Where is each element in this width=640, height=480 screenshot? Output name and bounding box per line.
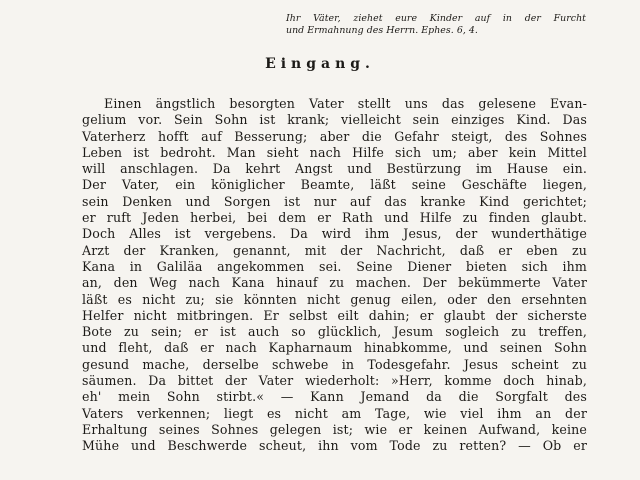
- body-line: er ruft Jeden herbei, bei dem er Rath und Hilfe zu finden glaubt.: [82, 210, 587, 226]
- body-line: Der Vater, ein königlicher Beamte, läßt seine Geschäfte liegen,: [82, 177, 587, 193]
- body-line: säumen. Da bittet der Vater wiederholt: »Herr, komme doch hinab,: [82, 373, 587, 389]
- body-text: [82, 96, 587, 455]
- body-line: Helfer nicht mitbringen. Er selbst eilt dahin; er glaubt der sicherste: [82, 307, 587, 323]
- body-line: eh' mein Sohn stirbt.« — Kann Jemand da die Sorgfalt des: [82, 389, 587, 405]
- body-line: will anschlagen. Da kehrt Angst und Bestürzung im Hause ein.: [82, 161, 587, 177]
- epigraph-line-1: Ihr Väter, ziehet eure Kinder auf in der Furcht: [286, 13, 586, 24]
- body-line: sein Denken und Sorgen ist nur auf das kranke Kind gerichtet;: [82, 193, 587, 209]
- body-line: Vaterherz hofft auf Besserung; aber die Gefahr steigt, des Sohnes: [82, 128, 587, 144]
- body-line: Kana in Galiläa angekommen sei. Seine Diener bieten sich ihm: [82, 258, 587, 274]
- body-line: Mühe und Beschwerde scheut, ihn vom Tode zu retten? — Ob er: [82, 438, 587, 454]
- body-line: gesund mache, derselbe schwebe in Todesgefahr. Jesus scheint zu: [82, 356, 587, 372]
- body-line: Bote zu sein; er ist auch so glücklich, Jesum sogleich zu treffen,: [82, 324, 587, 340]
- body-line: gelium vor. Sein Sohn ist krank; vielleicht sein einziges Kind. Das: [82, 112, 587, 128]
- section-heading: Eingang.: [265, 56, 375, 72]
- body-line: an, den Weg nach Kana hinauf zu machen. Der bekümmerte Vater: [82, 275, 587, 291]
- body-line: und fleht, daß er nach Kapharnaum hinabkomme, und seinen Sohn: [82, 340, 587, 356]
- body-line: Arzt der Kranken, genannt, mit der Nachricht, daß er eben zu: [82, 242, 587, 258]
- body-line: Einen ängstlich besorgten Vater stellt uns das gelesene Evan-: [104, 96, 587, 111]
- body-line: Leben ist bedroht. Man sieht nach Hilfe sich um; aber kein Mittel: [82, 144, 587, 160]
- body-line: läßt es nicht zu; sie könnten nicht genug eilen, oder den ersehnten: [82, 291, 587, 307]
- body-line: Erhaltung seines Sohnes gelegen ist; wie er keinen Aufwand, keine: [82, 421, 587, 437]
- body-line: Vaters verkennen; liegt es nicht am Tage, wie viel ihm an der: [82, 405, 587, 421]
- epigraph-line-2: und Ermahnung des Herrn. Ephes. 6, 4.: [286, 25, 478, 36]
- epigraph: [286, 13, 586, 37]
- body-line: Doch Alles ist vergebens. Da wird ihm Jesus, der wunderthätige: [82, 226, 587, 242]
